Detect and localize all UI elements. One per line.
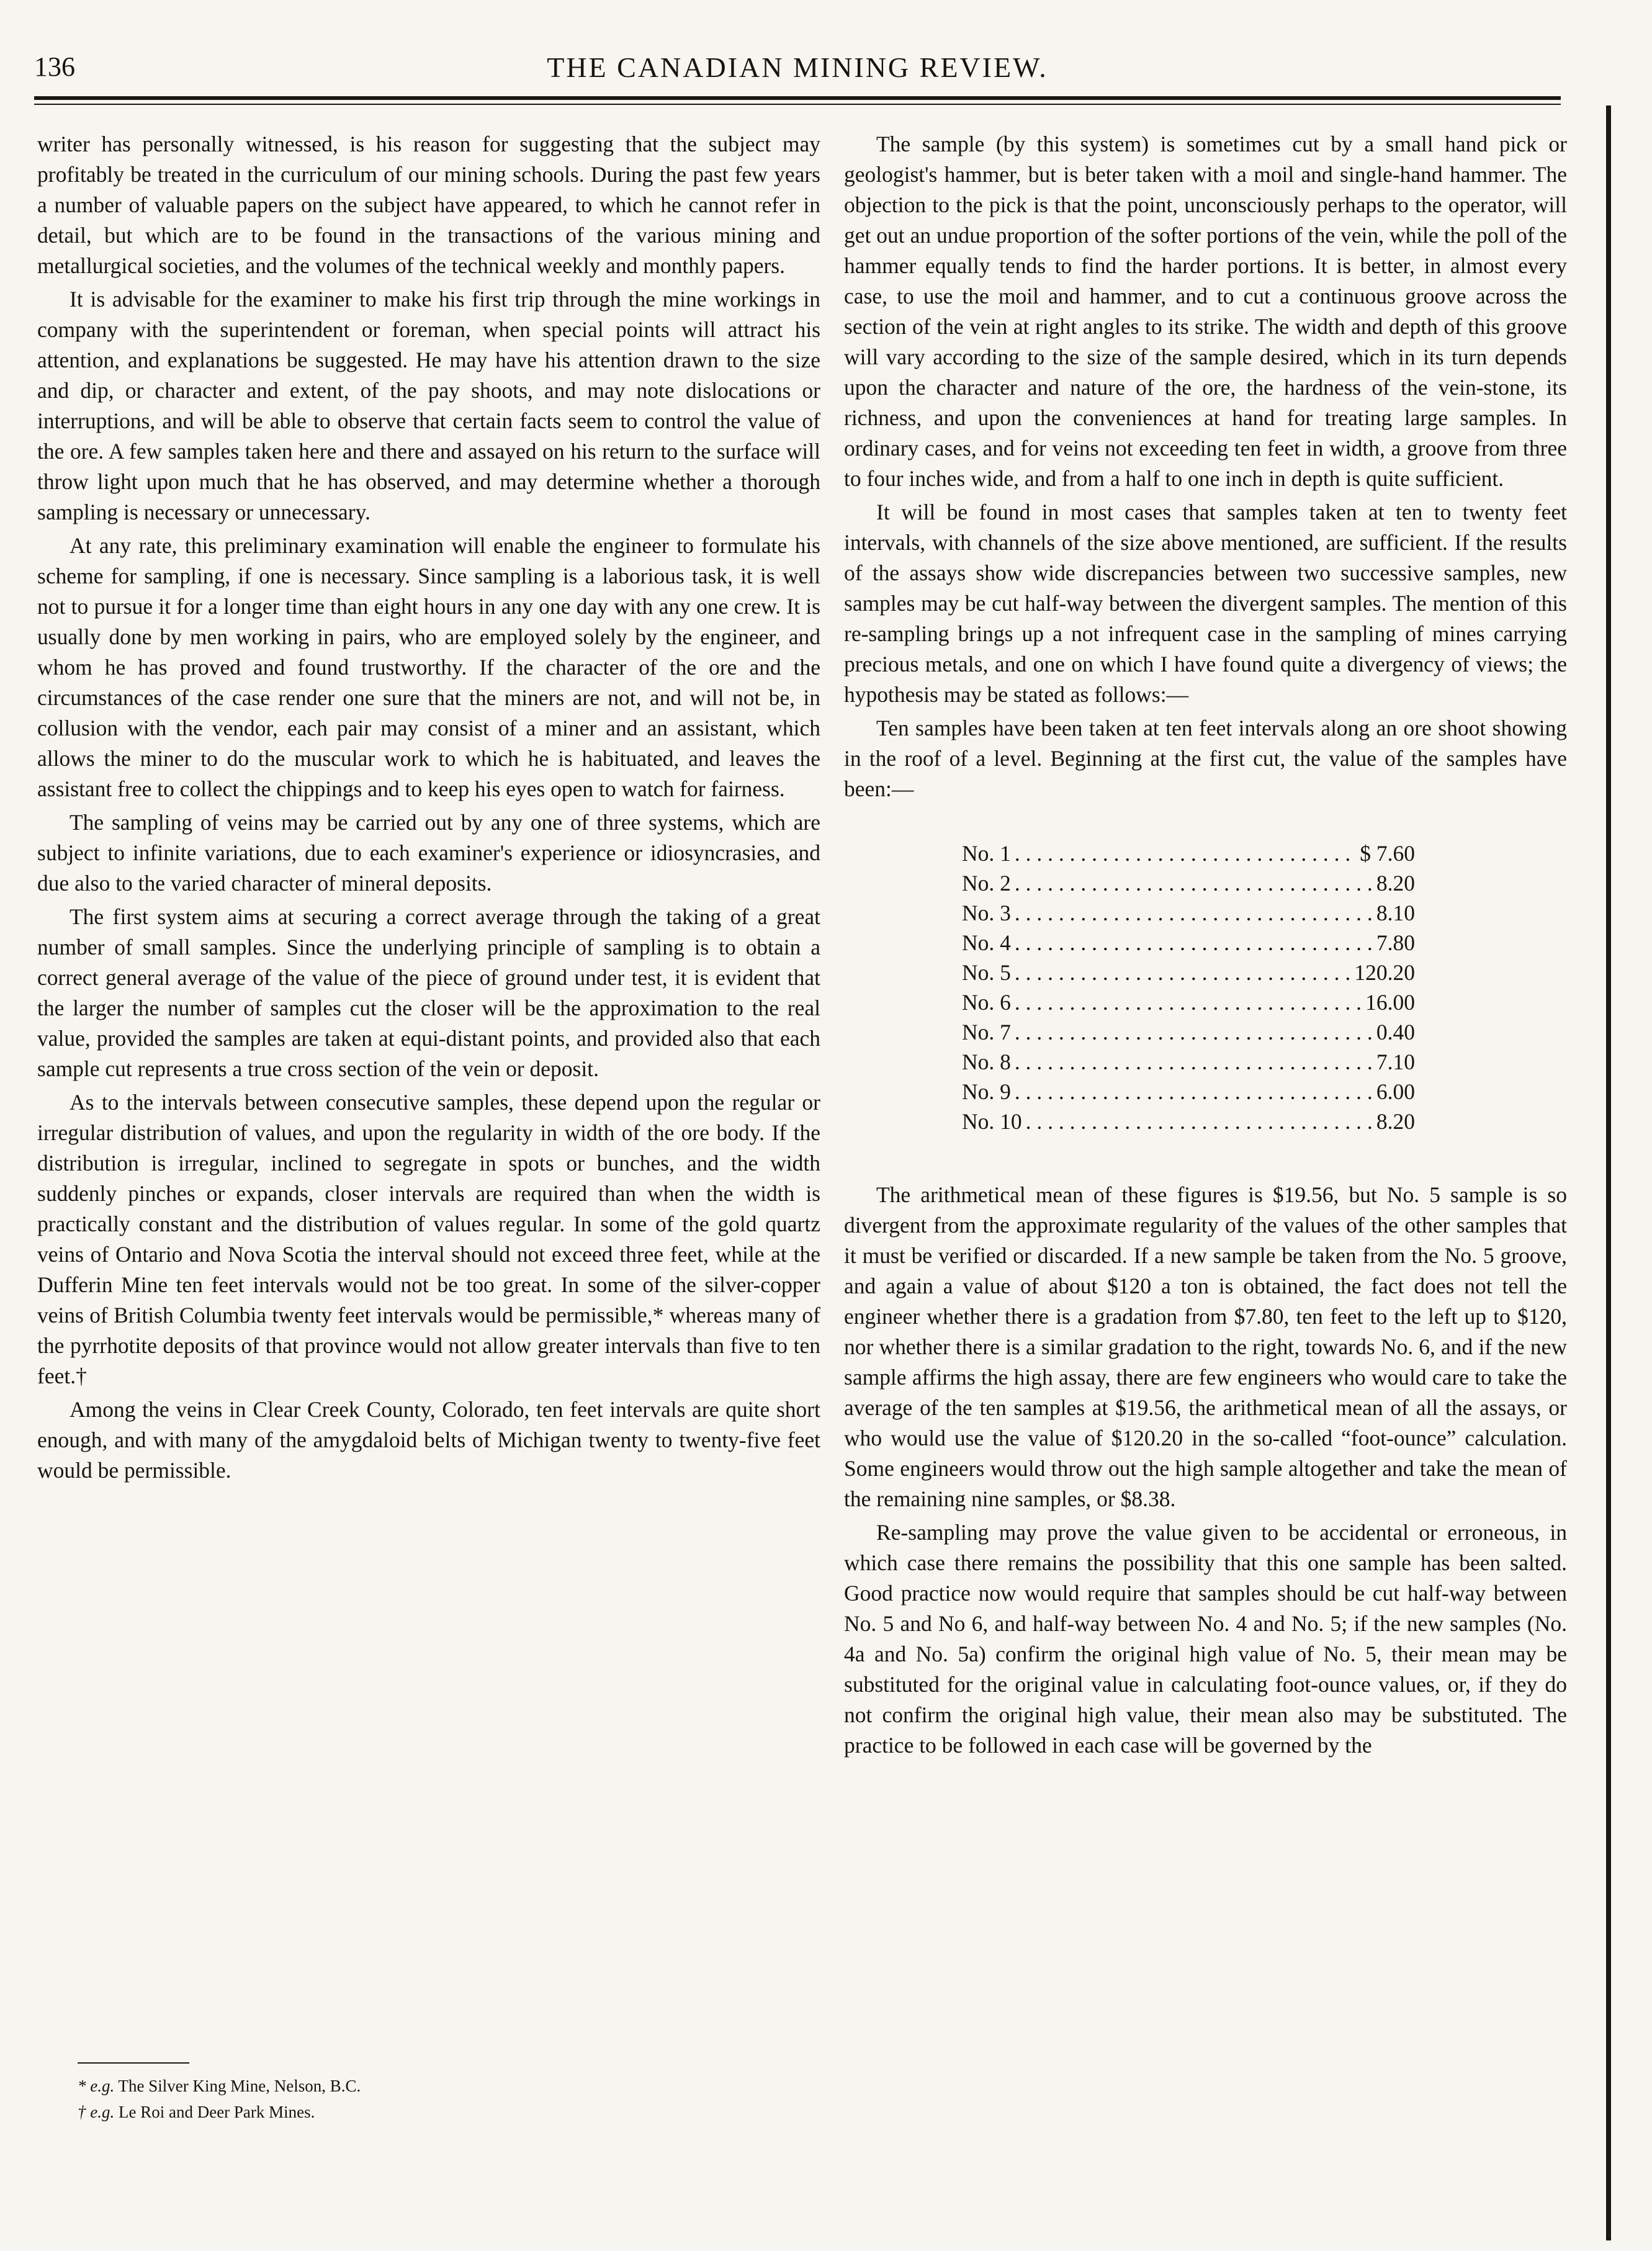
dot-leader: [1015, 1077, 1373, 1107]
page-number: 136: [34, 52, 75, 82]
sample-number: No. 6: [962, 990, 1011, 1015]
sample-number: No. 7: [962, 1020, 1011, 1045]
sample-number: No. 4: [962, 930, 1011, 955]
paragraph: The first system aims at securing a correct average through the taking of a great number of small samples. Since the underlying principle of sampling is to obtain a correct general average of the value of the piece of ground under test, it is evident that the larger the number of samples cut the closer will be the approximation to the real value, provided the samples are taken at equi-distant points, and provided also that each sample cut represents a true cross section of the vein or deposit.: [37, 904, 820, 1081]
table-row: [962, 928, 1415, 958]
paragraph: It is advisable for the examiner to make his first trip through the mine workings in company with the superintendent or foreman, when special points will attract his attention, and explanations be suggested. He may have his attention drawn to the size and dip, or character and extent, of the pay shoots, and may note dislocations or interruptions, and will be able to observe that certain facts seem to control the value of the ore. A few samples taken here and there and assayed on his return to the surface will throw light upon much that he has observed, and may determine whether a thorough sampling is necessary or unnecessary.: [37, 287, 820, 524]
left-column: [37, 129, 820, 1489]
sample-value: 0.40: [1376, 1020, 1415, 1045]
running-title: THE CANADIAN MINING REVIEW.: [547, 52, 1048, 83]
table-row: [962, 868, 1415, 898]
dot-leader: [1015, 987, 1362, 1017]
paragraph: The sampling of veins may be carried out by any one of three systems, which are subject to infinite variations, due to each examiner's experience or idiosyncrasies, and due also to the varied character of mineral deposits.: [37, 810, 820, 896]
table-row: [962, 898, 1415, 928]
sample-value: 7.80: [1376, 930, 1415, 955]
paragraph: Ten samples have been taken at ten feet intervals along an ore shoot showing in the roof of a level. Beginning at the first cut, the value of the samples have been:—: [844, 716, 1567, 801]
paragraph: It will be found in most cases that samples taken at ten to twenty feet intervals, with channels of the size above mentioned, are sufficient. If the results of the assays show wide discrepancies between two successive samples, new samples may be cut half-way between the divergent samples. The mention of this re-sampling brings up a not infrequent case in the sampling of mines carrying precious metals, and one on which I have found quite a divergency of views; the hypothesis may be stated as follows:—: [844, 500, 1567, 707]
table-row: [962, 1047, 1415, 1077]
page-edge-shadow: [1606, 106, 1611, 2240]
dot-leader: [1015, 838, 1356, 868]
footnotes: [78, 2073, 361, 2125]
sample-value: 7.10: [1376, 1049, 1415, 1074]
sample-values-table: [962, 838, 1415, 1136]
sample-number: No. 8: [962, 1049, 1011, 1074]
table-row: [962, 1107, 1415, 1136]
dot-leader: [1015, 928, 1373, 958]
dot-leader: [1026, 1107, 1373, 1136]
sample-number: No. 5: [962, 960, 1011, 985]
sample-value: 16.00: [1365, 990, 1415, 1015]
paragraph: At any rate, this preliminary examination will enable the engineer to formulate his scheme for sampling, if one is necessary. Since sampling is a laborious task, it is well not to pursue it for a longer time than eight hours in any one day with any one crew. It is usually done by men working in pairs, who are employed solely by the engineer, and whom he has proved and found trustworthy. If the character of the ore and the circumstances of the case render one sure that the miners are not, and will not be, in collusion with the vendor, each pair may consist of a miner and an assistant, which allows the miner to do the muscular work to which he is habituated, and leaves the assistant free to collect the chippings and to keep his eyes open to watch for fairness.: [37, 533, 820, 801]
paragraph: The sample (by this system) is sometimes cut by a small hand pick or geologist's hammer, but is beter taken with a moil and single-hand hammer. The objection to the pick is that the point, unconsciously perhaps to the operator, will get out an undue proportion of the softer portions of the vein, while the poll of the hammer equally tends to find the harder portions. It is better, in almost every case, to use the moil and hammer, and to cut a continuous groove across the section of the vein at right angles to its strike. The width and depth of this groove will vary according to the size of the sample desired, which in its turn depends upon the character and nature of the ore, the hardness of the vein-stone, its richness, and upon the conveniences at hand for treating large samples. In ordinary cases, and for veins not exceeding ten feet in width, a groove from three to four inches wide, and from a half to one inch in depth is quite sufficient.: [844, 132, 1567, 491]
sample-number: No. 9: [962, 1079, 1011, 1104]
footnote-text: The Silver King Mine, Nelson, B.C.: [118, 2077, 361, 2095]
sample-value: 8.20: [1376, 1109, 1415, 1134]
table-row: [962, 1017, 1415, 1047]
sample-number: No. 1: [962, 841, 1011, 866]
header-rule-thin: [34, 104, 1561, 105]
paragraph: Re-sampling may prove the value given to be accidental or erroneous, in which case there remains the possibility that this one sample has been salted. Good practice now would require that samples should be cut half-way between No. 5 and No 6, and half-way between No. 4 and No. 5; if the new samples (No. 4a and No. 5a) confirm the original high value of No. 5, their mean may be substituted for the original value in calculating foot-ounce values, or, if they do not confirm the original high value, their mean also may be substituted. The practice to be followed in each case will be governed by the: [844, 1520, 1567, 1758]
paragraph: Among the veins in Clear Creek County, Colorado, ten feet intervals are quite short enough, and with many of the amygdaloid belts of Michigan twenty to twenty-five feet would be permissible.: [37, 1397, 820, 1483]
paragraph: writer has personally witnessed, is his reason for suggesting that the subject may profitably be treated in the curriculum of our mining schools. During the past few years a number of valuable papers on the subject have appeared, to which he cannot refer in detail, but which are to be found in the transactions of the various mining and metallurgical societies, and the volumes of the technical weekly and monthly papers.: [37, 132, 820, 278]
paragraph: As to the intervals between consecutive samples, these depend upon the regular or irregular distribution of values, and upon the regularity in width of the ore body. If the distribution is irregular, inclined to segregate in spots or bunches, and the width suddenly pinches or expands, closer intervals are required than when the width is practically constant and the distribution of values regular. In some of the gold quartz veins of Ontario and Nova Scotia the interval should not exceed three feet, while at the Dufferin Mine ten feet intervals would not be too great. In some of the silver-copper veins of British Columbia twenty feet intervals would be permissible,* whereas many of the pyrrhotite deposits of that province would not allow greater intervals than five to ten feet.†: [37, 1090, 820, 1388]
dot-leader: [1015, 868, 1373, 898]
dot-leader: [1015, 1047, 1373, 1077]
table-row: [962, 958, 1415, 987]
sample-value: 6.00: [1376, 1079, 1415, 1104]
table-row: [962, 1077, 1415, 1107]
paragraph: The arithmetical mean of these figures is $19.56, but No. 5 sample is so divergent from the approximate regularity of the values of the other samples that it must be verified or discarded. If a new sample be taken from the No. 5 groove, and again a value of about $120 a ton is obtained, the fact does not tell the engineer whether there is a gradation from $7.80, ten feet to the left up to $120, nor whether there is a similar gradation to the right, towards No. 6, and if the new sample affirms the high assay, there are few engineers who would care to take the average of the ten samples at $19.56, the arithmetical mean of all the assays, or who would use the value of $120.20 in the so-called “foot-ounce” calculation. Some engineers would throw out the high sample altogether and take the mean of the remaining nine samples, or $8.38.: [844, 1182, 1567, 1511]
sample-value: 8.10: [1376, 901, 1415, 925]
sample-number: No. 10: [962, 1109, 1022, 1134]
sample-value: $ 7.60: [1360, 841, 1415, 866]
footnote-text: Le Roi and Deer Park Mines.: [118, 2103, 315, 2121]
header-rule: [34, 96, 1561, 100]
dot-leader: [1015, 898, 1373, 928]
footnote: [78, 2099, 361, 2125]
footnote: [78, 2073, 361, 2099]
sample-value: 120.20: [1354, 960, 1415, 985]
dot-leader: [1015, 958, 1350, 987]
right-column: [844, 129, 1567, 1764]
sample-number: No. 2: [962, 871, 1011, 896]
sample-number: No. 3: [962, 901, 1011, 925]
sample-value: 8.20: [1376, 871, 1415, 896]
table-row: [962, 838, 1415, 868]
page-header: [34, 51, 1561, 94]
footnote-mark: * e.g.: [78, 2077, 115, 2095]
footnote-mark: † e.g.: [78, 2103, 115, 2121]
footnote-rule: [78, 2062, 189, 2064]
dot-leader: [1015, 1017, 1373, 1047]
table-row: [962, 987, 1415, 1017]
